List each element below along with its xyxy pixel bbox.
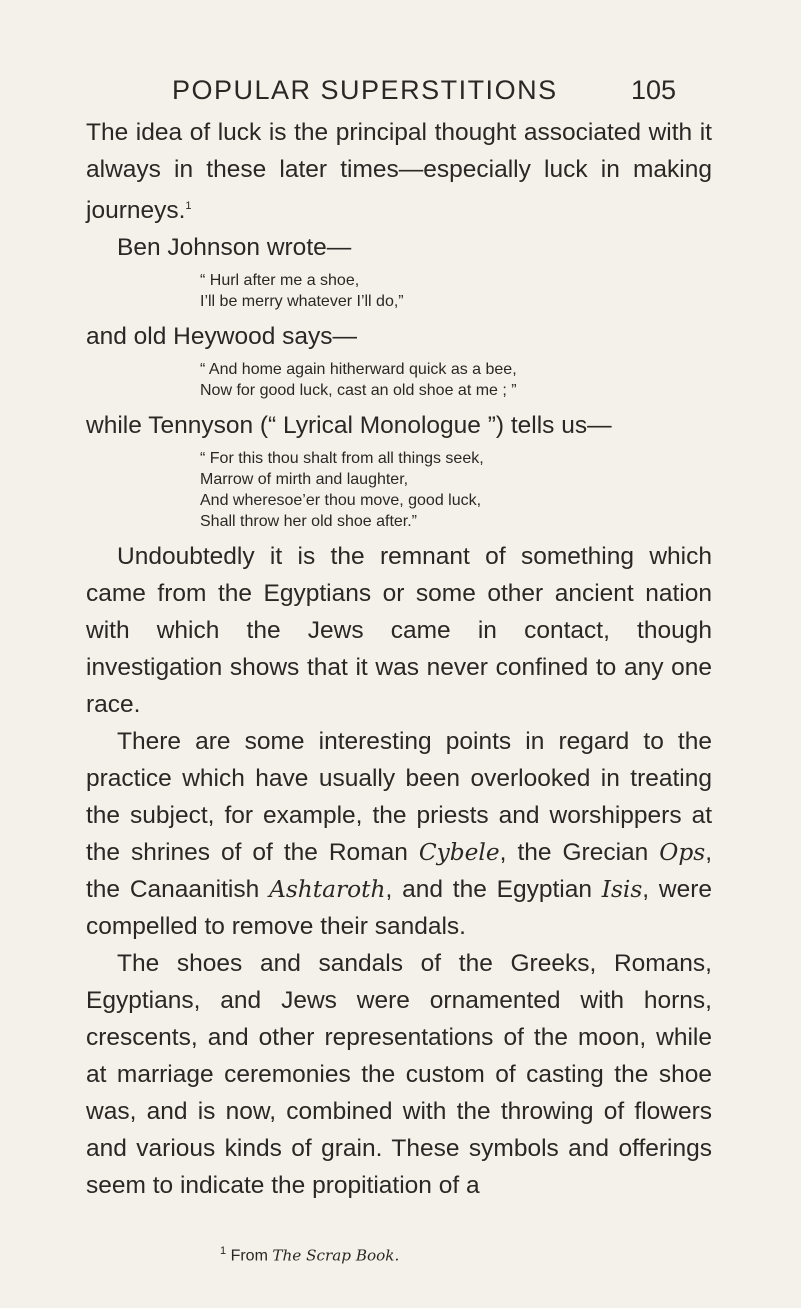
verse-line: I’ll be merry whatever I’ll do,”: [200, 293, 404, 311]
name-isis: Isis: [601, 876, 643, 904]
quote-ben-johnson: [86, 270, 712, 312]
text-run: , were compelled to remove their sandals.: [86, 876, 713, 941]
text-run: , the Canaanitish: [86, 839, 712, 904]
paragraph-heywood: and old Heywood says—: [86, 323, 358, 351]
paragraph-interesting-points: [86, 723, 712, 945]
paragraph-shoes-and-sandals: The shoes and sandals of the Greeks, Romans, Egyptians, and Jews were ornamented with horns, crescents, and other representations of the moon, while at marriage ceremonies the custom of casting the shoe was, and is now, combined with the throwing of flowers and various kinds of grain. These symbols and offerings seem to indicate the propitiation of a: [86, 950, 712, 1200]
quote-heywood: [86, 359, 712, 401]
running-title: POPULAR SUPERSTITIONS: [172, 75, 558, 105]
footnote-source: The Scrap Book.: [272, 1246, 400, 1265]
text-run: , and the Egyptian: [385, 876, 592, 904]
paragraph-ben-johnson: Ben Johnson wrote—: [117, 234, 352, 262]
verse-line: “ Hurl after me a shoe,: [200, 272, 360, 290]
verse-line: Shall throw her old shoe after.”: [200, 513, 418, 531]
paragraph-luck: [86, 114, 712, 229]
name-cybele: Cybele: [418, 839, 500, 867]
paragraph-undoubtedly: Undoubtedly it is the remnant of something which came from the Egyptians or some other ancient nation with which the Jews came in contact, though investigation shows that it was never confined to any one race.: [86, 543, 712, 719]
footnote-prefix: From: [230, 1247, 268, 1265]
running-head: [0, 74, 801, 114]
name-ashtaroth: Ashtaroth: [269, 876, 386, 904]
paragraph-luck-text: The idea of luck is the principal thought associated with it always in these later times—especially luck in making journeys.: [86, 119, 712, 225]
body-text: [86, 114, 712, 1204]
verse-line: And wheresoe’er thou move, good luck,: [200, 492, 482, 510]
quote-tennyson: [86, 448, 712, 532]
paragraph-tennyson: while Tennyson (“ Lyrical Monologue ”) tells us—: [86, 412, 612, 440]
footnote-reference: 1: [185, 200, 192, 212]
verse-line: Now for good luck, cast an old shoe at me ; ”: [200, 382, 517, 400]
text-run: There are some interesting points in regard to the practice which have usually been overlooked in treating the subject, for example, the priests and worshippers at the shrines of of the Roman: [86, 728, 712, 867]
verse-line: Marrow of mirth and laughter,: [200, 471, 409, 489]
page-number: 105: [631, 75, 677, 105]
footnote-mark: 1: [220, 1245, 227, 1257]
verse-line: “ And home again hitherward quick as a bee,: [200, 361, 517, 379]
text-run: , the Grecian: [499, 839, 649, 867]
verse-line: “ For this thou shalt from all things seek,: [200, 450, 484, 468]
footnote: [220, 1241, 399, 1266]
name-ops: Ops: [659, 839, 706, 867]
